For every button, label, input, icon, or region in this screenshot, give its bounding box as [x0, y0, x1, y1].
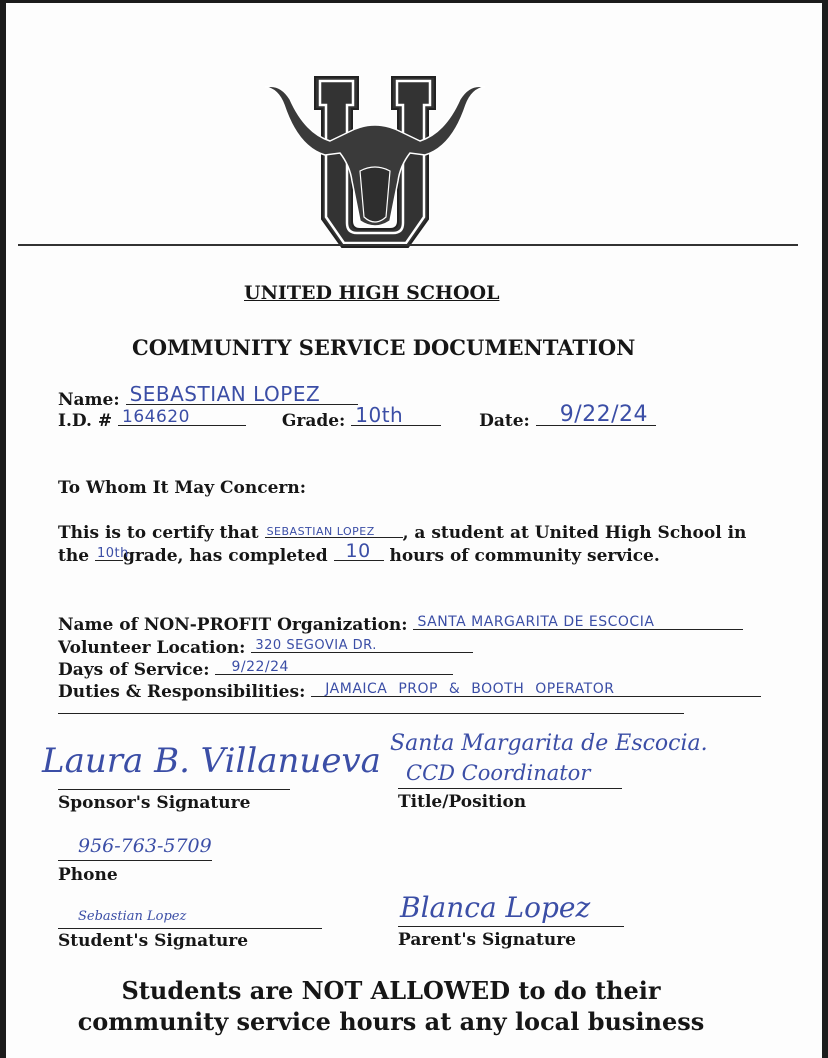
certify-grade: 10th — [96, 546, 129, 561]
grade-label: Grade: — [281, 411, 346, 431]
title-value-line-1: Santa Margarita de Escocia. — [390, 731, 708, 756]
name-label: Name: — [58, 390, 120, 410]
page-title: COMMUNITY SERVICE DOCUMENTATION — [132, 335, 636, 360]
hours-value: 10 — [345, 540, 371, 562]
certify-student-name: SEBASTIAN LOPEZ — [266, 525, 375, 538]
phone-value: 956-763-5709 — [78, 835, 212, 857]
title-label: Title/Position — [398, 792, 527, 812]
parent-signature-line[interactable] — [398, 926, 624, 927]
location-row — [58, 636, 473, 658]
certify-line-1: This is to certify that SEBASTIAN LOPEZ , a student at United High School in — [58, 523, 747, 543]
phone-line[interactable] — [58, 860, 212, 861]
student-signature-value: Sebastian Lopez — [78, 909, 187, 924]
org-field[interactable] — [413, 613, 743, 630]
header-rule — [18, 244, 798, 246]
days-field[interactable] — [215, 658, 453, 675]
certify-grade-field[interactable] — [95, 546, 129, 561]
parent-signature-label: Parent's Signature — [398, 930, 577, 950]
location-label: Volunteer Location: — [58, 638, 246, 658]
grade-field[interactable] — [351, 403, 441, 427]
sponsor-signature-label: Sponsor's Signature — [58, 793, 251, 813]
phone-label: Phone — [58, 865, 118, 885]
notice-line-1: Students are NOT ALLOWED to do their — [121, 976, 661, 1005]
name-value: SEBASTIAN LOPEZ — [129, 382, 321, 406]
id-value: 164620 — [122, 407, 190, 427]
date-field[interactable] — [536, 402, 656, 427]
org-label: Name of NON-PROFIT Organization: — [58, 615, 408, 635]
sponsor-signature-line[interactable] — [58, 789, 290, 790]
date-label: Date: — [479, 411, 530, 431]
id-grade-date-row — [58, 402, 656, 431]
id-field[interactable] — [118, 409, 246, 426]
date-value: 9/22/24 — [559, 402, 649, 427]
duties-row — [58, 680, 761, 702]
days-value: 9/22/24 — [231, 659, 289, 675]
days-label: Days of Service: — [58, 660, 210, 680]
school-name: UNITED HIGH SCHOOL — [244, 282, 500, 304]
org-value: SANTA MARGARITA DE ESCOCIA — [417, 614, 655, 630]
longhorn-u-logo-icon — [260, 71, 490, 251]
duties-label: Duties & Responsibilities: — [58, 682, 306, 702]
certify-student-name-field[interactable] — [265, 523, 403, 538]
duties-field[interactable] — [311, 680, 761, 697]
name-field[interactable] — [126, 382, 358, 406]
days-row — [58, 658, 453, 680]
duties-extra-line[interactable] — [58, 713, 684, 714]
grade-value: 10th — [355, 403, 404, 427]
student-signature-line[interactable] — [58, 928, 322, 929]
location-value: 320 SEGOVIA DR. — [255, 638, 377, 653]
location-field[interactable] — [251, 636, 473, 653]
duties-value: JAMAICA PROP & BOOTH OPERATOR — [325, 681, 615, 697]
certify-line-2: the 10th grade, has completed 10 hours of community service. — [58, 540, 660, 566]
org-row — [58, 613, 743, 635]
student-signature-label: Student's Signature — [58, 931, 249, 951]
id-label: I.D. # — [58, 411, 113, 431]
hours-field[interactable] — [334, 540, 384, 562]
notice-line-2: community service hours at any local business — [77, 1007, 705, 1036]
title-value-line-2: CCD Coordinator — [406, 761, 591, 785]
document-page — [6, 3, 822, 1058]
sponsor-signature-value: Laura B. Villanueva — [42, 741, 381, 781]
salutation: To Whom It May Concern: — [58, 478, 306, 498]
title-line[interactable] — [398, 788, 622, 789]
parent-signature-value: Blanca Lopez — [400, 891, 591, 924]
name-row — [58, 382, 358, 410]
